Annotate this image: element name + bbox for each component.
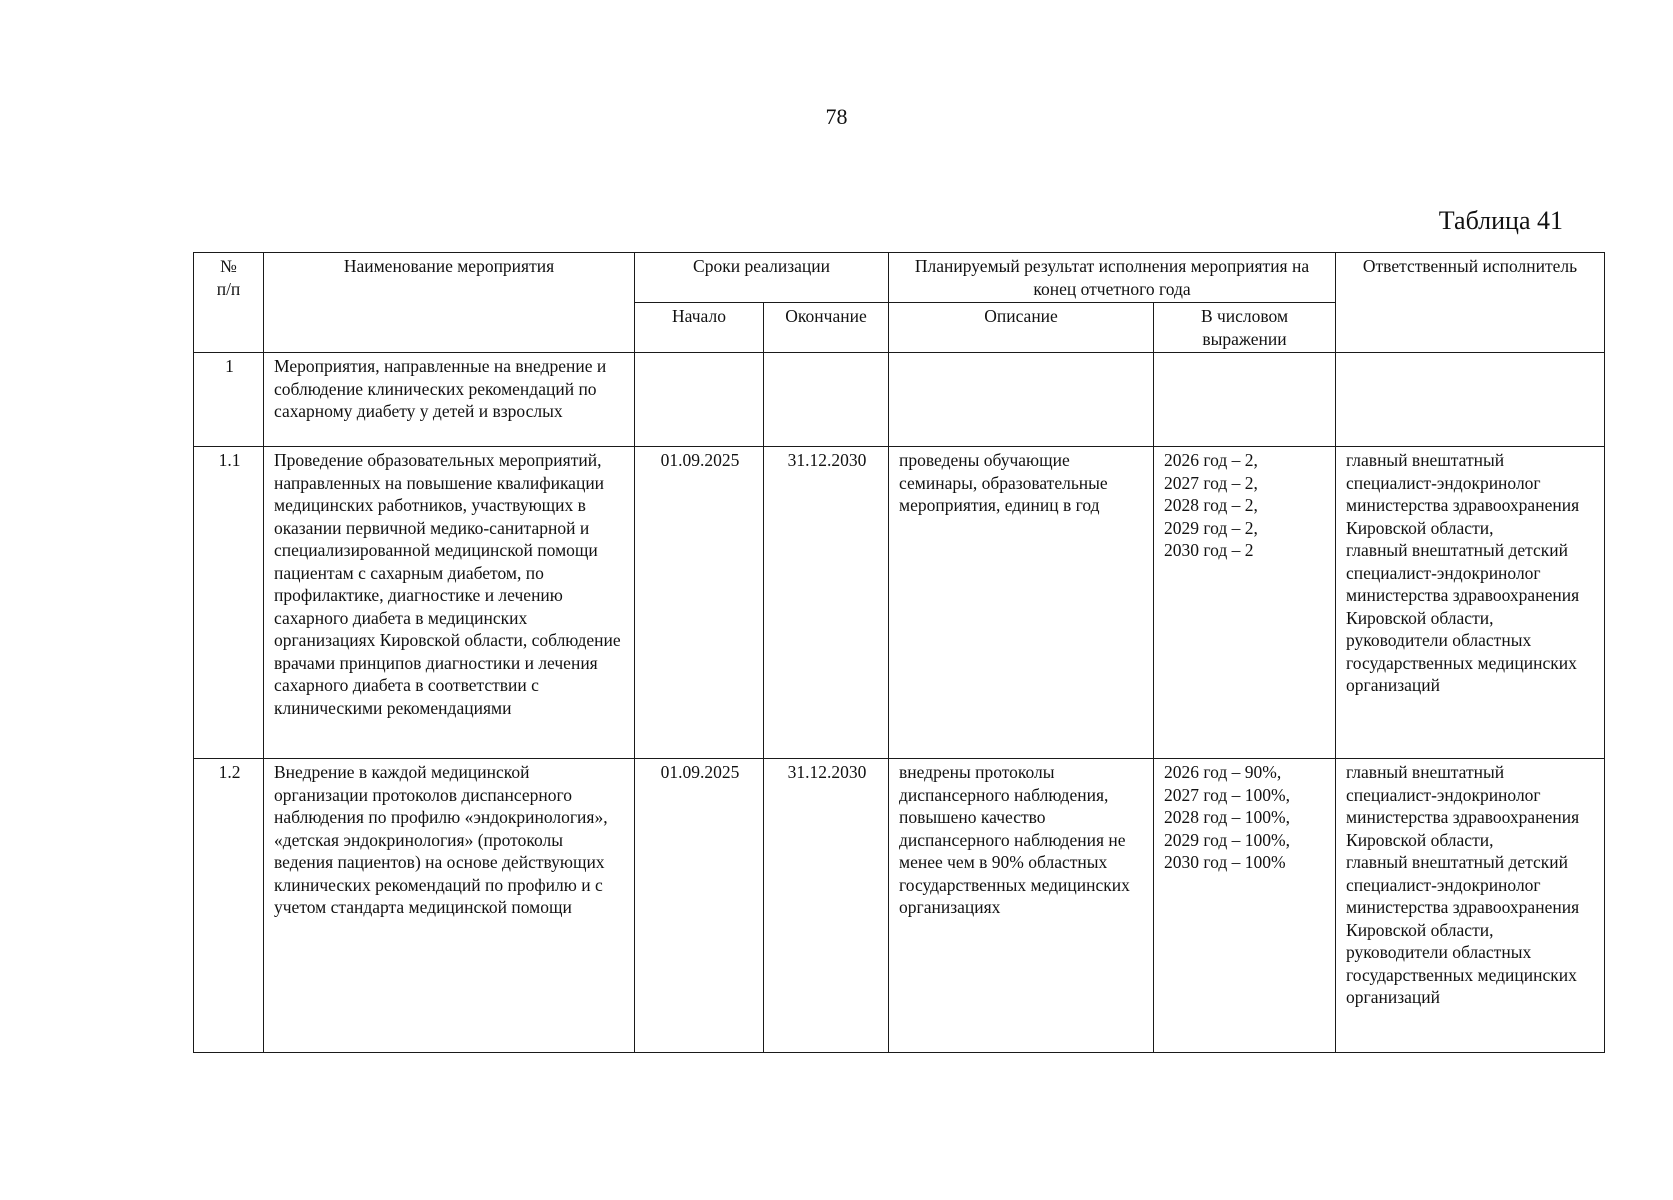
header-row bbox=[194, 253, 1605, 303]
row-end bbox=[764, 353, 889, 447]
header-result: Планируемый результат исполнения мероприятия на конец отчетного года bbox=[889, 253, 1336, 303]
header-end: Окончание bbox=[764, 303, 889, 353]
row-start: 01.09.2025 bbox=[635, 759, 764, 1053]
row-name: Мероприятия, направленные на внедрение и соблюдение клинических рекомендаций по сахарному диабету у детей и взрослых bbox=[264, 353, 635, 447]
row-start: 01.09.2025 bbox=[635, 447, 764, 759]
page-number: 78 bbox=[825, 104, 848, 129]
header-numeric: В числовом выражении bbox=[1154, 303, 1336, 353]
header-start: Начало bbox=[635, 303, 764, 353]
header-num: № п/п bbox=[194, 253, 264, 353]
table-caption: Таблица 41 bbox=[1438, 206, 1563, 235]
row-numeric bbox=[1154, 353, 1336, 447]
row-name: Проведение образовательных мероприятий, направленных на повышение квалификации медицинских работников, участвующих в оказании первичной медико-санитарной и специализированной медицинской помощи пациентам с сахарным диабетом, по профилактике, диагностике и лечению сахарного диабета в медицинских организациях Кировской области, соблюдение врачами принципов диагностики и лечения сахарного диабета в соответствии с клиническими рекомендациями bbox=[264, 447, 635, 759]
table-row bbox=[194, 759, 1605, 1053]
row-description bbox=[889, 353, 1154, 447]
row-end: 31.12.2030 bbox=[764, 447, 889, 759]
row-num: 1 bbox=[194, 353, 264, 447]
row-start bbox=[635, 353, 764, 447]
row-name: Внедрение в каждой медицинской организации протоколов диспансерного наблюдения по профилю «эндокринология», «детская эндокринология» (протоколы ведения пациентов) на основе действующих клинических рекомендаций по профилю и с учетом стандарта медицинской помощи bbox=[264, 759, 635, 1053]
measures-table bbox=[193, 252, 1605, 1053]
row-responsible: главный внештатный специалист-эндокринолог министерства здравоохранения Кировской области, главный внештатный детский специалист-эндокринолог министерства здравоохранения Кировской области, руководители областных государственных медицинских организаций bbox=[1336, 759, 1605, 1053]
row-numeric: 2026 год – 90%, 2027 год – 100%, 2028 год – 100%, 2029 год – 100%, 2030 год – 100% bbox=[1154, 759, 1336, 1053]
table-row bbox=[194, 447, 1605, 759]
row-numeric: 2026 год – 2, 2027 год – 2, 2028 год – 2, 2029 год – 2, 2030 год – 2 bbox=[1154, 447, 1336, 759]
row-num: 1.2 bbox=[194, 759, 264, 1053]
row-description: проведены обучающие семинары, образовательные мероприятия, единиц в год bbox=[889, 447, 1154, 759]
row-description: внедрены протоколы диспансерного наблюдения, повышено качество диспансерного наблюдения не менее чем в 90% областных государственных медицинских организациях bbox=[889, 759, 1154, 1053]
header-description: Описание bbox=[889, 303, 1154, 353]
row-num: 1.1 bbox=[194, 447, 264, 759]
header-terms: Сроки реализации bbox=[635, 253, 889, 303]
row-responsible bbox=[1336, 353, 1605, 447]
header-name: Наименование мероприятия bbox=[264, 253, 635, 353]
table-row bbox=[194, 353, 1605, 447]
row-end: 31.12.2030 bbox=[764, 759, 889, 1053]
header-responsible: Ответственный исполнитель bbox=[1336, 253, 1605, 353]
row-responsible: главный внештатный специалист-эндокринолог министерства здравоохранения Кировской области, главный внештатный детский специалист-эндокринолог министерства здравоохранения Кировской области, руководители областных государственных медицинских организаций bbox=[1336, 447, 1605, 759]
